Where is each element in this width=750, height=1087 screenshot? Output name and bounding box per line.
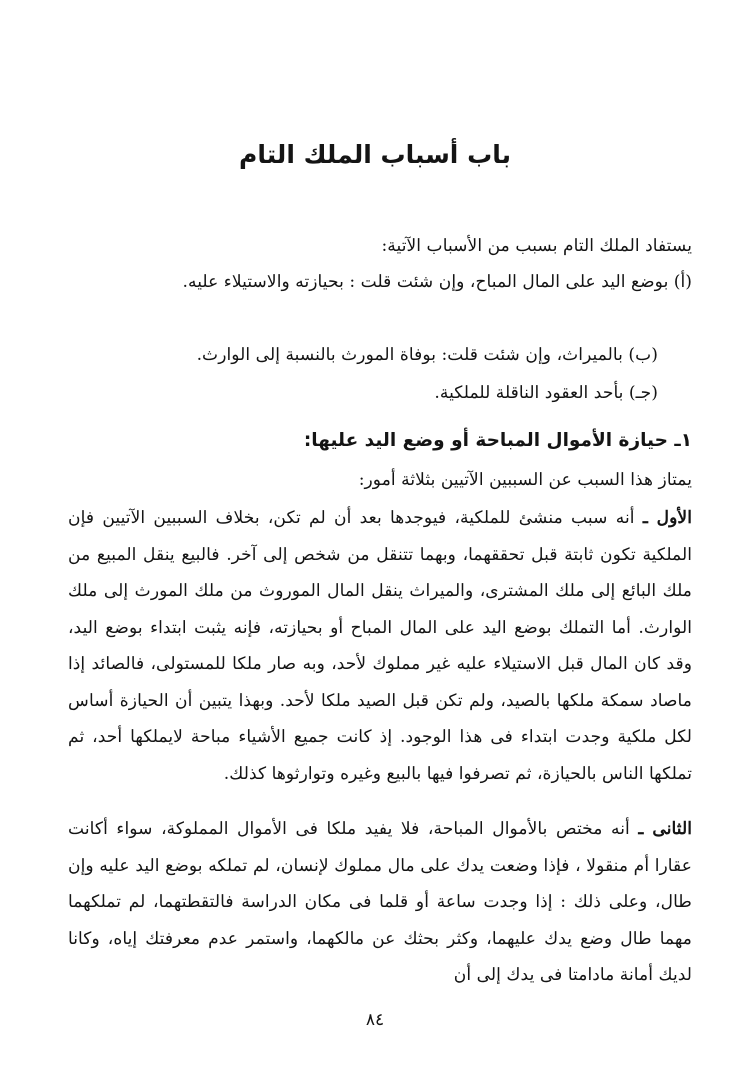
first-feature-paragraph bbox=[68, 500, 692, 792]
page-number: ٨٤ bbox=[365, 1010, 385, 1030]
second-feature-paragraph bbox=[68, 811, 692, 994]
cause-item-c: (جـ) بأحد العقود الناقلة للملكية. bbox=[434, 383, 658, 403]
section-heading: ١ـ حيازة الأموال المباحة أو وضع اليد عليها: bbox=[303, 430, 692, 451]
first-feature-text: أنه سبب منشئ للملكية، فيوجدها بعد أن لم تكن، بخلاف السببين الآتيين فإن الملكية تكون ثابتة قبل تحققهما، وبهما تتنقل من شخص إلى آخر. فالبيع ينقل المبيع من ملك البائع إلى ملك المشترى، والميراث ينقل المال الموروث من ملك المورث إلى ملك الوارث. أما التملك بوضع اليد على المال المباح أو بحيازته، فإنه يثبت ابتداء بوضع اليد، وقد كان المال قبل الاستيلاء عليه غير مملوك لأحد، وبه صار ملكا للمستولى، فالصائد إذا ماصاد سمكة ملكها بالصيد، ولم تكن قبل الصيد ملكا لأحد. وبهذا يتبين أن الحيازة أساس لكل ملكية وجدت ابتداء فى هذا الوجود. إذ كانت جميع الأشياء مباحة لايملكها أحد، ثم تملكها الناس بالحيازة، ثم تصرفوا فيها بالبيع وغيره وتوارثوها كذلك. bbox=[68, 508, 692, 784]
cause-item-b: (ب) بالميراث، وإن شئت قلت: بوفاة المورث بالنسبة إلى الوارث. bbox=[196, 345, 658, 365]
second-feature-text: أنه مختص بالأموال المباحة، فلا يفيد ملكا فى الأموال المملوكة، سواء أكانت عقارا أم منقولا ، فإذا وضعت يدك على مال مملوك لإنسان، لم تملكه بوضع اليد عليه وإن طال، وعلى ذلك : إذا وجدت ساعة أو قلما فى مكان الدراسة فالتقطتهما، لم تملكهما مهما طال وضع يدك عليهما، وكثر بحثك عن مالكهما، واستمر عدم معرفتك إياه، وكانا لديك أمانة مادامتا فى يدك إلى أن bbox=[68, 819, 692, 985]
first-feature-lead: الأول ـ bbox=[642, 508, 692, 528]
intro-paragraph: يستفاد الملك التام بسبب من الأسباب الآتية: bbox=[381, 236, 692, 256]
section-intro: يمتاز هذا السبب عن السببين الآتيين بثلاثة أمور: bbox=[358, 470, 692, 490]
chapter-title: باب أسباب الملك التام bbox=[239, 140, 511, 169]
cause-item-a: (أ) بوضع اليد على المال المباح، وإن شئت قلت : بحيازته والاستيلاء عليه. bbox=[182, 272, 692, 292]
second-feature-lead: الثانى ـ bbox=[638, 819, 692, 839]
